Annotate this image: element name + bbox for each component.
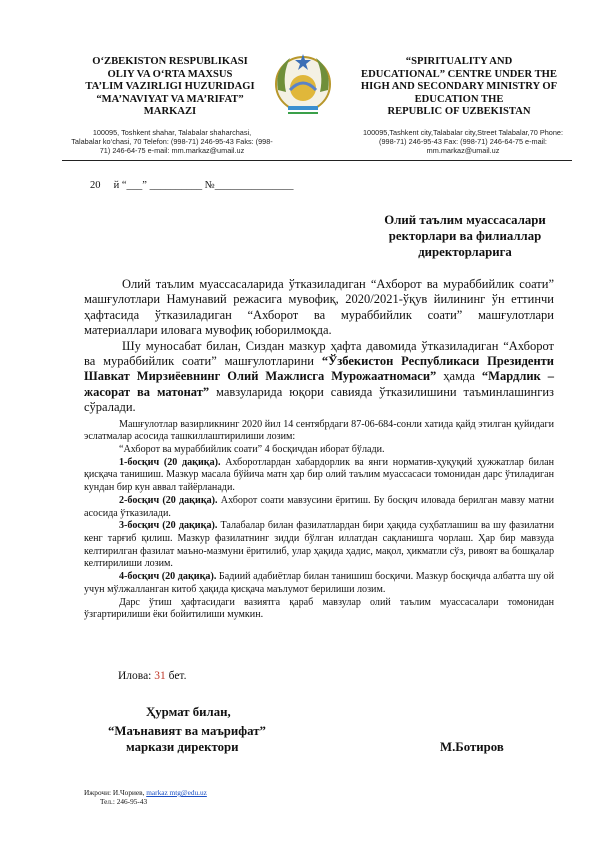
addressee-block [360,212,570,260]
state-emblem-icon [268,50,338,120]
header-right-line: EDUCATION THE [414,93,504,105]
instructions-block [84,419,554,622]
address-line: 71) 246-64-75 e-mail: mm.markaz@umail.uz [99,146,245,155]
address-line: 100095, Toshkent shahar, Talabalar shaharchasi, [92,128,252,137]
closing-note: Дарс ўтиш ҳафтасидаги вазиятга қараб мавзулар олий таълим муассасалари томонидан ўзгартирилиши ёки бойитилиши мумкин. [84,596,554,621]
stage-text: Бадиий адабиётлар билан танишиш босқичи. Мазкур босқичда албатта шу ой учун мўлжалланган китоб ҳақида қисқача маълумот берилиши лозим. [84,571,554,595]
executor-label: Ижрочи: И.Чориев, [84,788,147,797]
executor-email-link[interactable]: markaz mtg@edu.uz [146,788,207,797]
stage-3 [84,520,554,571]
letter-body [84,277,554,622]
address-line: Talabalar ko‘chasi, 70 Telefon: (998-71) 246-95-43 Faks: (998- [71,137,273,146]
header-right-line: EDUCATIONAL” CENTRE UNDER THE [361,68,557,80]
address-line: 100095,Tashkent city,Talabalar city,Street Talabalar,70 Phone: [363,128,563,137]
stage-title: 2-босқич (20 дақиқа). [119,494,218,506]
address-line: mm.markaz@umail.uz [426,146,500,155]
header-right-title [344,56,574,119]
header-left-line: “MA’NAVIYAT VA MA’RIFAT” [96,93,244,105]
stage-1 [84,457,554,495]
stage-4 [84,571,554,596]
stage-2 [84,495,554,520]
closing-regards: Ҳурмат билан, [146,705,231,719]
header-left-line: MARKAZI [143,106,197,118]
paragraph-intro: Олий таълим муассасаларида ўтказиладиган “Ахборот ва мураббийлик соати” машғулотлари Намунавий режасига мувофиқ, 2020/2021-ўқув йилининг ўн еттинчи ҳафтасида ўтказиладиган “Ахборот ва мураббийлик соати” машғулотлари материаллари иловага мувофиқ юборилмоқда. [84,277,554,338]
header-divider [62,160,572,161]
closing-position: маркази директори [126,740,239,754]
header-right-line: “SPIRITUALITY AND [405,56,513,67]
address-line: (998-71) 246-95-43 Fax: (998-71) 246-64-75 e-mail: [379,137,547,146]
addressee-line: ректорлари ва филиаллар [388,229,542,243]
footer-executor [84,788,207,806]
instructions-intro: Машғулотлар вазирликнинг 2020 йил 14 сентябрдаги 87-06-684-сонли хатида қайд этилган қуйидаги эслатмалар асосида ташкиллаштирилиши лозим: [84,418,554,443]
header-right-line: REPUBLIC OF UZBEKISTAN [387,106,531,118]
reference-line: 20 й “___” __________ №_______________ [90,180,294,191]
signer-name: М.Ботиров [440,740,504,754]
stage-title: 4-босқич (20 дақиқа). [119,571,217,583]
request-text: Шу муносабат билан, Сиздан мазкур ҳафта давомида ўтказиладиган “Ахборот ва мураббийлик соати” машғулотларини [84,338,554,369]
paragraph-request [84,339,554,416]
stage-title: 3-босқич (20 дақиқа). [119,520,218,532]
header-left-address [62,128,282,155]
addressee-line: директорларига [418,245,512,259]
header-left-title [62,56,278,119]
header-left-line: TA’LIM VAZIRLIGI HUZURIDAGI [85,81,255,93]
addressee-line: Олий таълим муассасалари [384,213,546,227]
attachment-page-count: 31 [154,670,166,682]
header-left-line: O‘ZBEKISTON RESPUBLIKASI [92,56,248,67]
topic-two: “Мардлик – жасорат ва матонат” [84,369,555,399]
header-left-line: OLIY VA O‘RTA MAXSUS [107,68,233,80]
topic-one: “Ўзбекистон Республикаси Президенти Шавкат Мирзиёевнинг Олий Мажлисга Мурожаатномаси” [84,354,554,384]
request-text: ҳамда [436,369,482,384]
stage-text: Талабалар билан фазилатлардан бири ҳақида суҳбатлашиш ва шу фазилатни кенг тарғиб қилиш. Мазкур фазилатнинг зидди бўлган иллатдан сақланишга чорлаш. Ҳар бир мавзуда келтирилган фазилат маъно-мазмуни ёритилиб, улар ҳақида ҳадис, мақол, ҳикматли сўз, ривоят ва бошқалар келтирилиши лозим. [84,520,554,570]
attachment-line [118,670,186,682]
executor-phone: Тел.: 246-95-43 [100,797,148,806]
stages-intro: “Ахборот ва мураббийлик соати” 4 босқичдан иборат бўлади. [119,444,385,456]
attachment-label: Илова: [118,670,155,682]
header-right-line: HIGH AND SECONDARY MINISTRY OF [360,81,558,93]
stage-text: Ахборотлардан хабардорлик ва янги норматив-ҳуқуқий ҳужжатлар билан қисқача танишиш. Мазкур масала бўйича матн ҳар бир олий таълим муассасаси томонидан дарс ўтиладиган кундан бир кун аввал тайёрланади. [84,456,554,494]
attachment-unit: бет. [165,670,187,682]
executor-line [84,788,207,797]
closing-org: “Маънавият ва маърифат” [108,724,266,738]
stage-text: Ахборот соати мавзусини ёритиш. Бу босқич иловада берилган мавзу матни асосида ўтказилади. [84,494,554,519]
header-right-address [352,128,574,155]
request-text: мавзуларида юқори савияда ўтказилишини таъминлашингиз сўралади. [84,384,554,415]
stage-title: 1-босқич (20 дақиқа). [119,456,221,468]
